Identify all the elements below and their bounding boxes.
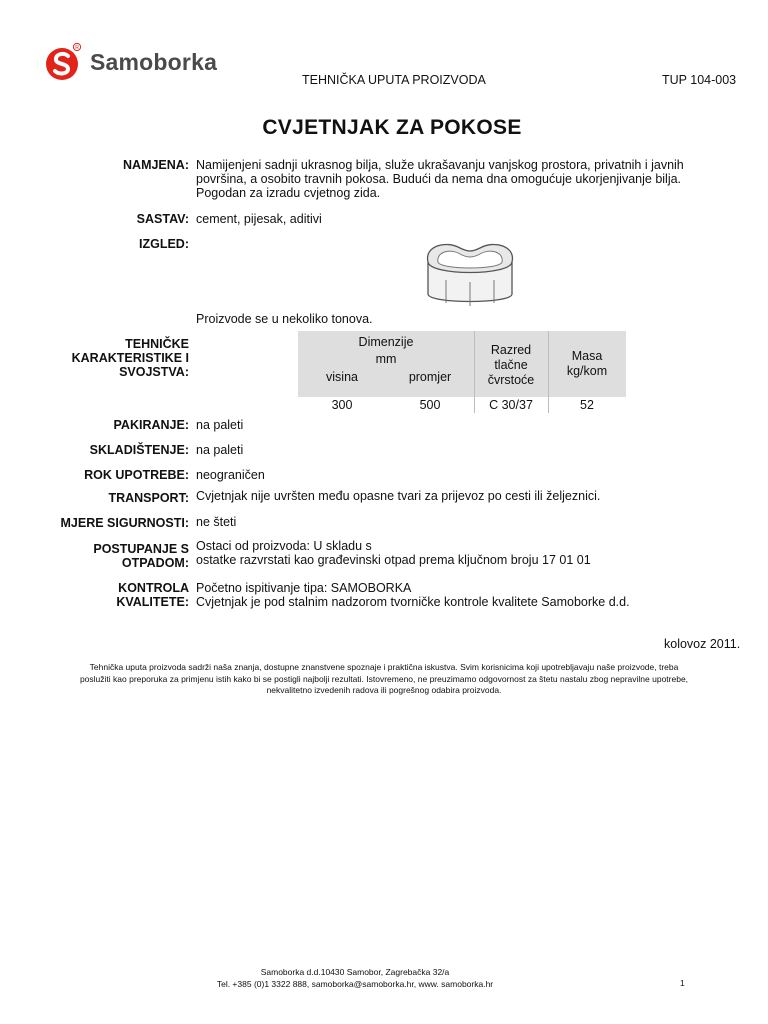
tehnicke-label-line: KARAKTERISTIKE I: [71, 351, 189, 365]
cell-promjer: 500: [419, 398, 441, 412]
cell-masa: 52: [580, 398, 594, 412]
label-rok-upotrebe: ROK UPOTREBE:: [84, 468, 189, 482]
logo-text: Samoborka: [90, 48, 218, 75]
product-image: [420, 236, 520, 317]
namjena-line: Namijenjeni sadnji ukrasnog bilja, služe ukrašavanju vanjskog prostora, privatnih i javnih: [196, 158, 684, 172]
kontrola-line: Cvjetnjak je pod stalnim nadzorom tvorničke kontrole kvalitete Samoborke d.d.: [196, 595, 630, 609]
tehnicke-label-line: TEHNIČKE: [125, 337, 189, 351]
disclaimer-line: poslužiti kao preporuka za primjenu istih kako bi se postigli najbolji rezultati. Istovremeno, ne preuzimamo odgovornost za štetu nastalu zbog nepravilne upotrebe,: [79, 673, 689, 684]
razred-line: Razred: [490, 343, 532, 357]
postupanje-line: Ostaci od proizvoda: U skladu s: [196, 539, 372, 553]
footer-address-line: Samoborka d.d.10430 Samobor, Zagrebačka 32/a: [260, 967, 450, 977]
header-dimenzije: Dimenzije: [358, 335, 414, 349]
postupanje-label-line: POSTUPANJE S: [93, 542, 189, 556]
disclaimer: [20, 662, 748, 697]
label-transport: TRANSPORT:: [108, 491, 189, 505]
label-skladistenje: SKLADIŠTENJE:: [89, 443, 189, 457]
postupanje-label-line: OTPADOM:: [121, 556, 189, 570]
flower-pot-icon: [420, 236, 520, 312]
svg-text:R: R: [75, 45, 79, 51]
label-postupanje: [40, 542, 189, 570]
namjena-line: površina, a osobito travnih pokosa. Budući da nema dna omogućuje ukorjenjivanje bilja.: [196, 172, 682, 186]
header-unit: mm: [375, 352, 397, 366]
disclaimer-line: nekvalitetno izvedenih radova ili pogrešnog odabira proizvoda.: [266, 685, 502, 695]
company-logo: [44, 42, 217, 82]
header-razred: [474, 343, 548, 388]
namjena-line: Pogodan za izradu cvjetnog zida.: [196, 186, 381, 200]
postupanje-line: ostatke razvrstati kao građevinski otpad prema ključnom broju 17 01 01: [196, 553, 591, 567]
label-sastav: SASTAV:: [136, 212, 189, 226]
label-kontrola: [40, 581, 189, 609]
value-sastav: cement, pijesak, aditivi: [196, 212, 322, 226]
label-mjere-sigurnosti: MJERE SIGURNOSTI:: [60, 516, 189, 530]
value-rok-upotrebe: neograničen: [196, 468, 265, 482]
kontrola-label-line: KONTROLA: [118, 581, 189, 595]
header-masa: [548, 349, 626, 379]
samoborka-logo-icon: [44, 42, 84, 82]
value-postupanje: [196, 539, 591, 567]
cell-razred: C 30/37: [489, 398, 533, 412]
razred-line: tlačne: [494, 358, 528, 372]
label-namjena: NAMJENA:: [123, 158, 189, 172]
value-namjena: [196, 158, 684, 200]
value-kontrola: [196, 581, 630, 609]
label-izgled: IZGLED:: [139, 237, 189, 251]
tehnicke-label-line: SVOJSTVA:: [119, 365, 189, 379]
footer-contact-line: Tel. +385 (0)1 3322 888, samoborka@samoborka.hr, www. samoborka.hr: [216, 979, 494, 989]
header-promjer: promjer: [408, 370, 452, 384]
page-title: CVJETNJAK ZA POKOSE: [262, 116, 522, 139]
document-type: TEHNIČKA UPUTA PROIZVODA: [302, 73, 486, 87]
page-number: 1: [680, 978, 685, 988]
label-pakiranje: PAKIRANJE:: [113, 418, 189, 432]
disclaimer-line: Tehnička uputa proizvoda sadrži naša znanja, dostupne znanstvene spoznaje i praktična iskustva. Svim korisnicima koji upotrebljavaju naše proizvode, treba: [89, 662, 679, 672]
value-pakiranje: na paleti: [196, 418, 244, 432]
value-skladistenje: na paleti: [196, 443, 244, 457]
document-date: kolovoz 2011.: [664, 637, 741, 651]
cell-visina: 300: [331, 398, 353, 412]
header-visina: visina: [326, 370, 358, 384]
footer-address: [0, 966, 710, 990]
technical-table: [298, 331, 626, 413]
kontrola-label-line: KVALITETE:: [116, 595, 189, 609]
value-izgled-note: Proizvode se u nekoliko tonova.: [196, 312, 373, 326]
masa-line: Masa: [571, 349, 603, 363]
razred-line: čvrstoće: [487, 373, 535, 387]
document-code: TUP 104-003: [662, 73, 737, 87]
value-mjere-sigurnosti: ne šteti: [196, 515, 237, 529]
value-transport: Cvjetnjak nije uvršten među opasne tvari za prijevoz po cesti ili željeznici.: [196, 489, 601, 503]
label-tehnicke: [40, 337, 189, 379]
masa-line: kg/kom: [566, 364, 608, 378]
kontrola-line: Početno ispitivanje tipa: SAMOBORKA: [196, 581, 412, 595]
